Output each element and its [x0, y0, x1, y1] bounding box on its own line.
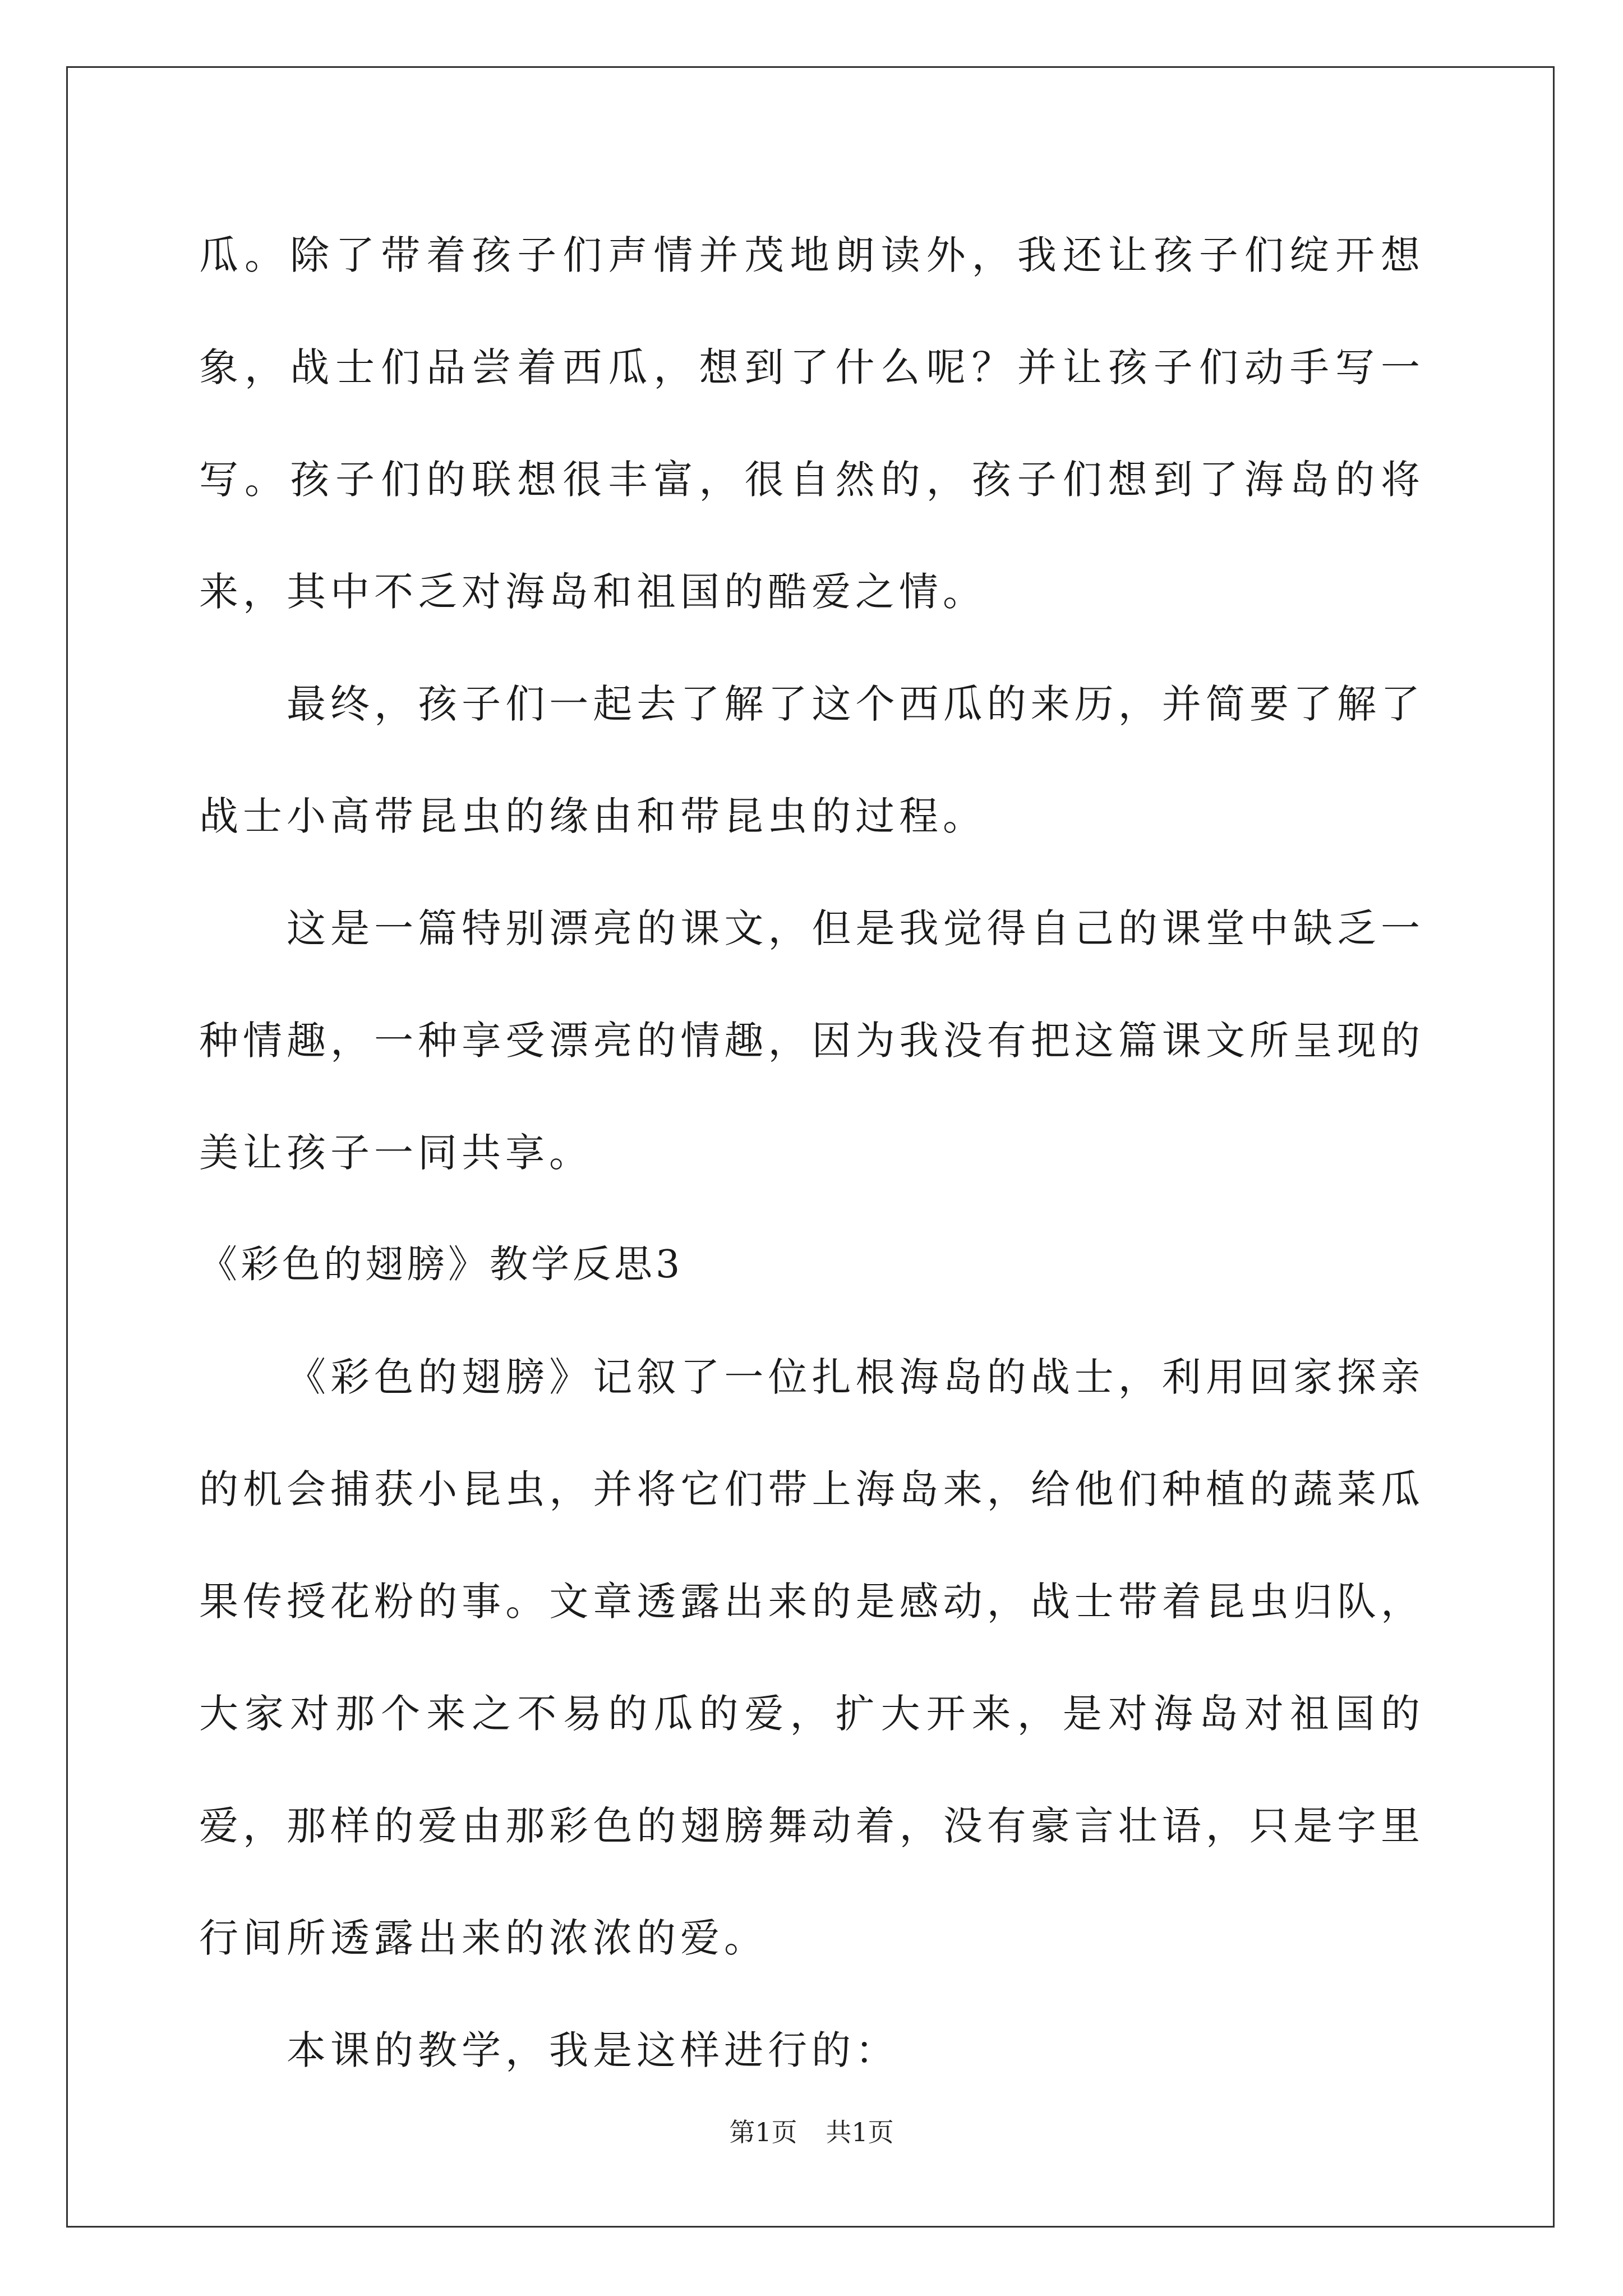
paragraph-5: 本课的教学，我是这样进行的： — [287, 2027, 899, 2073]
paragraph-2: 最终，孩子们一起去了解了这个西瓜的来历，并简要了解了战士小高带昆虫的缘由和带昆虫的过程。 — [199, 681, 1424, 839]
page-footer — [0, 2112, 1623, 2149]
section-heading: 《彩色的翅膀》教学反思3 — [199, 1243, 684, 1287]
page-total: 共1页 — [826, 2117, 894, 2147]
page-number: 第1页 — [729, 2117, 797, 2147]
document-body — [199, 199, 1424, 2106]
paragraph-1: 瓜。除了带着孩子们声情并茂地朗读外，我还让孩子们绽开想象，战士们品尝着西瓜，想到了什么呢？并让孩子们动手写一写。孩子们的联想很丰富，很自然的，孩子们想到了海岛的将来，其中不乏对海岛和祖国的酷爱之情。 — [199, 232, 1424, 615]
paragraph-3: 这是一篇特别漂亮的课文，但是我觉得自己的课堂中缺乏一种情趣，一种享受漂亮的情趣，因为我没有把这篇课文所呈现的美让孩子一同共享。 — [199, 905, 1424, 1176]
paragraph-4: 《彩色的翅膀》记叙了一位扎根海岛的战士，利用回家探亲的机会捕获小昆虫，并将它们带上海岛来，给他们种植的蔬菜瓜果传授花粉的事。文章透露出来的是感动，战士带着昆虫归队，大家对那个来之不易的瓜的爱，扩大开来，是对海岛对祖国的爱，那样的爱由那彩色的翅膀舞动着，没有豪言壮语，只是字里行间所透露出来的浓浓的爱。 — [199, 1354, 1424, 1961]
